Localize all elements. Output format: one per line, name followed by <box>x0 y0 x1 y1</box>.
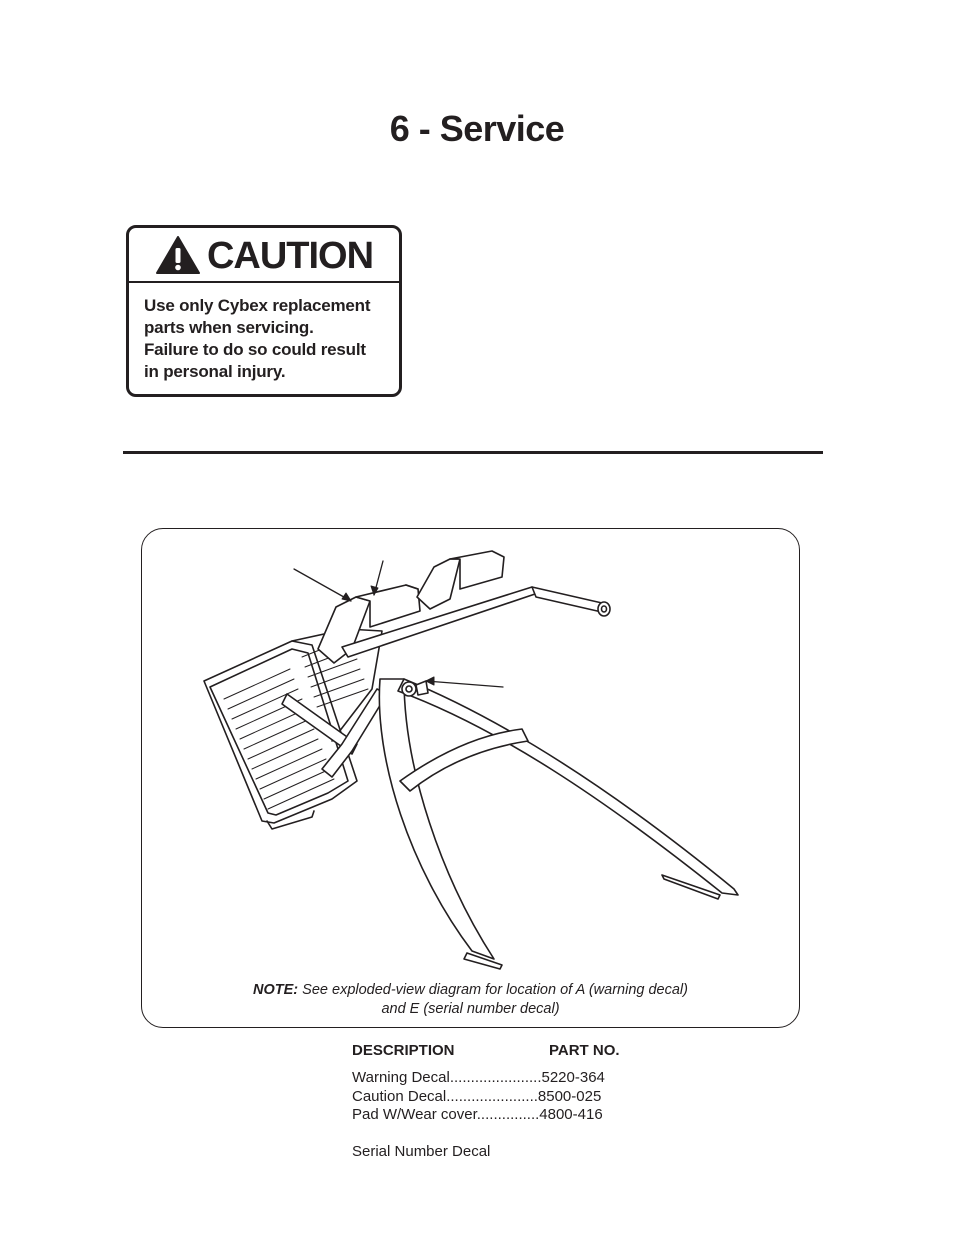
note-label: NOTE: <box>253 982 299 998</box>
equipment-figure <box>141 528 800 1028</box>
ab-bench-illustration <box>142 529 801 979</box>
parts-header <box>352 1042 620 1059</box>
caution-label <box>126 225 402 397</box>
page-title: 6 - Service <box>389 108 565 149</box>
parts-list <box>352 1042 620 1160</box>
description-header: DESCRIPTION <box>352 1042 455 1059</box>
caution-line: parts when servicing. <box>144 318 314 337</box>
note-line: and E (serial number decal) <box>381 1001 560 1017</box>
warning-triangle-icon <box>155 235 201 275</box>
caution-message <box>129 283 399 383</box>
note-line: See exploded-view diagram for location of A (warning decal) <box>302 982 688 998</box>
section-divider <box>123 451 823 454</box>
caution-line: in personal injury. <box>144 362 286 381</box>
caution-header <box>129 228 399 283</box>
part-row: Caution Decal......................8500-025 <box>352 1087 602 1105</box>
caution-line: Failure to do so could result <box>144 340 366 359</box>
caution-line: Use only Cybex replacement <box>144 296 371 315</box>
figure-note <box>142 981 799 1019</box>
part-row: Warning Decal......................5220-364 <box>352 1069 605 1086</box>
caution-heading: CAUTION <box>206 234 374 277</box>
serial-number-row: Serial Number Decal <box>352 1142 491 1160</box>
part-row: Pad W/Wear cover...............4800-416 <box>352 1106 603 1123</box>
part-no-header: PART NO. <box>549 1042 620 1059</box>
parts-rows <box>352 1069 620 1125</box>
